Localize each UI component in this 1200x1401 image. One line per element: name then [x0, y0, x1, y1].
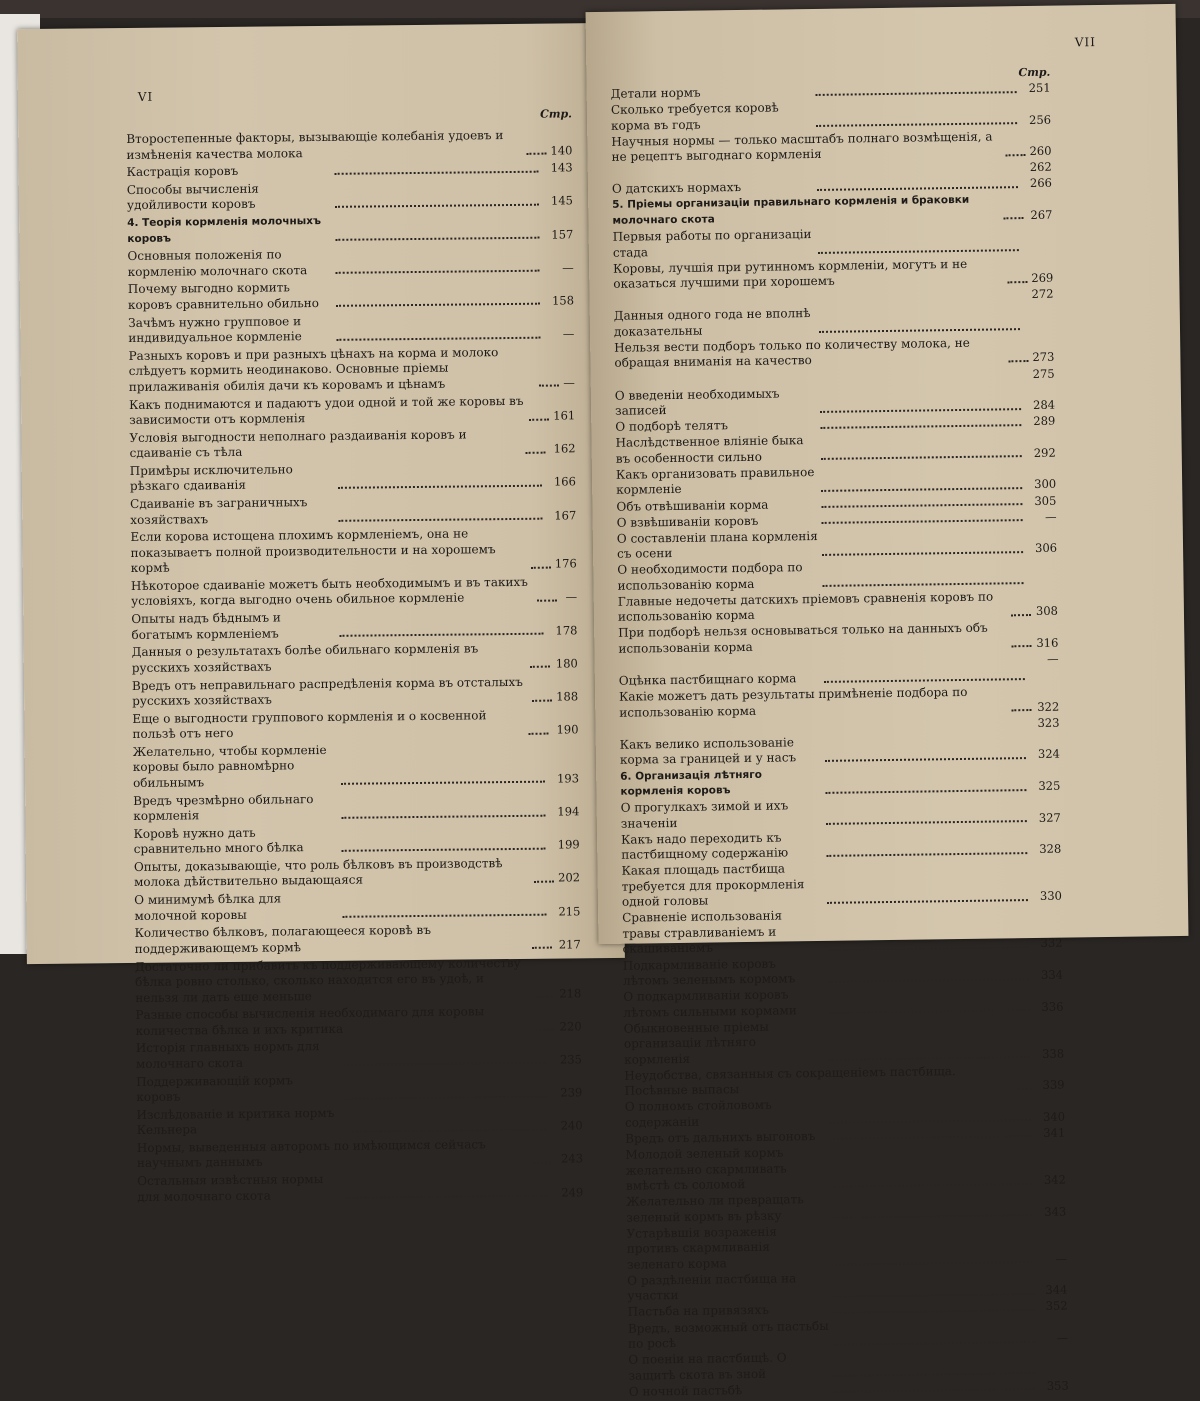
toc-entry — [132, 674, 578, 710]
toc-entry — [131, 574, 577, 610]
toc-entry-title: Способы вычисленія удойливости коровъ — [127, 181, 331, 214]
toc-entry-title: О прогулкахъ зимой и ихъ значеніи — [621, 798, 822, 832]
dot-leader — [821, 455, 1022, 460]
dot-leader — [530, 666, 550, 668]
dot-leader — [341, 814, 545, 818]
toc-entry-title: Какіе можетъ дать результаты примѣненіе подбора по использованію корма — [619, 685, 1008, 721]
toc-entry — [618, 620, 1058, 657]
toc-page-number: — — [1029, 652, 1059, 668]
toc-page-number: 157 — [543, 227, 573, 243]
dot-leader — [817, 172, 1018, 175]
dot-leader — [336, 270, 540, 274]
dot-leader — [539, 385, 559, 387]
dot-leader — [828, 978, 1029, 983]
toc-page-number: — — [1037, 1251, 1067, 1267]
toc-page-number: 325 — [1030, 779, 1060, 795]
dot-leader — [342, 914, 546, 918]
toc-entry-title: Достаточно ли прибавить къ поддерживающему количеству бѣлка ровно столько, сколько находится его въ удоѣ, и нельзя ли дать еще меньше — [135, 955, 532, 1006]
dot-leader — [833, 1341, 1034, 1346]
page-number: VII — [1075, 35, 1096, 49]
dot-leader — [537, 599, 557, 601]
dot-leader — [820, 424, 1021, 429]
dot-leader — [828, 946, 1029, 951]
toc-entry-title: Нельзя вести подборъ только по количеству молока, не обращая вниманія на качество — [614, 335, 1004, 371]
toc-page-number: 202 — [558, 871, 580, 887]
toc-entry-title: О необходимости подбора по использованію корма — [617, 560, 818, 594]
dot-leader — [1011, 709, 1031, 711]
toc-entry-title: Какъ велико использованіе корма за границей и у насъ — [620, 735, 821, 769]
toc-page-number: 336 — [1033, 999, 1063, 1015]
toc-entry — [135, 922, 581, 958]
dot-leader — [816, 91, 1017, 96]
dot-leader — [532, 699, 552, 701]
toc-entry-title: Какая площадь пастбища требуется для прокормленія одной головы — [621, 861, 823, 910]
toc-entry — [137, 1169, 583, 1205]
dot-leader — [345, 1195, 549, 1199]
section-heading: 4. Теорія кормленія молочныхъ коровъ — [127, 214, 331, 247]
toc-entry-title: Вредъ отъ неправильнаго распредѣленія корма въ отсталыхъ русскихъ хозяйствахъ — [132, 674, 528, 709]
page-column-heading: Стр. — [1018, 66, 1050, 79]
toc-entry-title: Объ отвѣшиваніи корма — [616, 496, 817, 514]
toc-entry-title: Условія выгодности неполнаго раздаиванія коровъ и сдаиваніе съ тѣла — [129, 427, 521, 462]
toc-entry-title: Какъ организовать правильное кормленіе — [616, 465, 817, 499]
toc-page-number: — — [544, 260, 574, 276]
toc-entry — [137, 1136, 583, 1172]
toc-entry-title: Второстепенные факторы, вызывающіе колебанія удоевъ и измѣненія качества молока — [126, 128, 522, 163]
dot-leader — [831, 1214, 1032, 1219]
toc-entry-title: О введеніи необходимыхъ записей — [615, 386, 816, 420]
toc-entry — [132, 641, 578, 677]
dot-leader — [535, 996, 555, 998]
toc-page-number: 166 — [546, 475, 576, 491]
toc-entry-title: О подборѣ телятъ — [615, 417, 816, 435]
toc-page-number: 352 — [1038, 1299, 1068, 1315]
toc-page-number: 284 — [1025, 398, 1055, 414]
dot-leader — [526, 153, 546, 155]
toc-entry-title: Коровы, лучшія при рутинномъ кормленіи, могутъ и не оказаться лучшими при хорошемъ — [613, 256, 1003, 292]
toc-entry-title: Вредъ, возможный отъ пастьбы по росѣ — [628, 1318, 829, 1352]
dot-leader — [1011, 614, 1031, 616]
toc-entry-title: Пастьба на привязяхъ — [628, 1302, 829, 1320]
toc-page-number: 158 — [544, 293, 574, 309]
toc-page-number: 161 — [553, 408, 575, 424]
toc-page-number: 342 — [1036, 1173, 1066, 1189]
toc-page-number: 332 — [1032, 936, 1062, 952]
toc-page-number: 145 — [543, 194, 573, 210]
toc-entry-title: Наслѣдственное вліяніе быка въ особенности сильно — [615, 433, 816, 467]
toc-entry — [622, 905, 1063, 958]
toc-entry-title: Сравненіе использованія травы стравливаніемъ и скашиваніемъ — [622, 908, 824, 957]
toc-page-number: 190 — [553, 723, 579, 739]
dot-leader — [338, 518, 542, 522]
toc-entry-title: Молодой зеленый кормъ желательно скармливать вмѣстѣ съ соломой — [625, 1145, 827, 1194]
dot-leader — [534, 881, 554, 883]
toc-page-number: 316 — [1035, 636, 1058, 652]
toc-entry — [136, 1103, 582, 1139]
toc-page-number: 353 — [1039, 1378, 1069, 1394]
toc-entry — [619, 684, 1059, 721]
toc-page-number: 194 — [549, 804, 579, 820]
dot-leader — [832, 1261, 1033, 1266]
dot-leader — [822, 519, 1023, 524]
dot-leader — [335, 170, 539, 174]
dot-leader — [338, 485, 542, 489]
dot-leader — [824, 678, 1025, 683]
dot-leader — [834, 1388, 1035, 1393]
toc-page-number: 343 — [1036, 1204, 1066, 1220]
toc-entry-title: Основныя положенія по кормленію молочнаго скота — [127, 247, 331, 280]
toc-page-number: 305 — [1026, 493, 1056, 509]
dot-leader — [335, 237, 539, 241]
toc-page-number: 218 — [559, 986, 581, 1002]
toc-page-number: 262 — [1022, 160, 1052, 176]
toc-entry — [135, 1003, 581, 1039]
toc-entry-title: Сколько требуется коровѣ корма въ годъ — [611, 100, 812, 134]
dot-leader — [336, 303, 540, 307]
toc-page-number: 267 — [1027, 208, 1052, 224]
toc-entry-title: Сдаиваніе въ заграничныхъ хозяйствахъ — [130, 495, 334, 528]
table-of-contents-left — [126, 127, 583, 1207]
toc-entry — [130, 459, 576, 495]
dot-leader — [825, 789, 1026, 794]
dot-leader — [824, 664, 1025, 667]
toc-page-number: 273 — [1032, 350, 1054, 366]
dot-leader — [817, 186, 1018, 191]
toc-entry-title: Научныя нормы — только масштабъ полнаго возмѣщенія, а не рецептъ выгоднаго кормленія — [611, 129, 1001, 165]
toc-entry-title: Изслѣдованіе и критика нормъ Кельнера — [136, 1106, 340, 1139]
dot-leader — [826, 820, 1027, 825]
toc-page-number: 167 — [546, 508, 576, 524]
toc-page-number: 249 — [553, 1185, 583, 1201]
toc-page-number: — — [1027, 509, 1057, 525]
dot-leader — [821, 487, 1022, 492]
toc-entry-title: Устарѣвшія возраженія противъ скармливанія зеленаго корма — [626, 1224, 828, 1273]
toc-entry-title: Главные недочеты датскихъ пріемовъ сравненія коровъ по использованію корма — [618, 589, 1008, 625]
toc-page-number: 341 — [1035, 1126, 1065, 1142]
toc-page-number: 340 — [1035, 1109, 1065, 1125]
toc-entry — [128, 344, 574, 395]
toc-entry-title: Детали нормъ — [611, 84, 812, 102]
toc-entry-title: Кастрація коровъ — [127, 163, 331, 181]
toc-page-number: 220 — [560, 1019, 582, 1035]
dot-leader — [829, 1009, 1030, 1014]
dot-leader — [341, 781, 545, 785]
toc-page-number: 180 — [554, 656, 578, 672]
toc-entry-title: Оцѣнка пастбищнаго корма — [619, 671, 820, 689]
dot-leader — [344, 1062, 548, 1066]
toc-page-number: 188 — [556, 689, 578, 705]
toc-entry — [129, 426, 575, 462]
toc-page-number: — — [561, 590, 578, 606]
toc-page-number: 339 — [1039, 1078, 1065, 1094]
toc-entry — [134, 855, 580, 891]
toc-entry — [136, 1037, 582, 1073]
dot-leader — [821, 503, 1022, 508]
toc-entry-title: Почему выгодно кормить коровъ сравнительно обильно — [128, 280, 332, 313]
toc-entry — [625, 1142, 1066, 1195]
toc-entry — [621, 858, 1062, 911]
dot-leader — [823, 582, 1024, 587]
dot-leader — [830, 1119, 1031, 1124]
toc-entry — [133, 789, 579, 825]
dot-leader — [529, 418, 549, 420]
toc-page-number: 256 — [1021, 112, 1051, 128]
toc-entry-title: Зачѣмъ нужно групповое и индивидуальное кормленіе — [128, 313, 332, 346]
dot-leader — [825, 757, 1026, 762]
toc-page-number: 322 — [1035, 699, 1059, 715]
toc-entry — [135, 955, 581, 1006]
dot-leader — [526, 451, 546, 453]
toc-entry-title: Данныя одного года не вполнѣ доказательны — [614, 306, 815, 340]
toc-page-number: 260 — [1029, 144, 1051, 160]
toc-page-number: 251 — [1021, 81, 1051, 97]
dot-leader — [820, 408, 1021, 413]
toc-page-number: 143 — [543, 161, 573, 177]
toc-entry — [128, 278, 574, 314]
toc-entry — [133, 822, 579, 858]
toc-page-number: 327 — [1031, 810, 1061, 826]
dot-leader — [1007, 281, 1027, 283]
dot-leader — [344, 1095, 548, 1099]
left-book-page — [17, 23, 625, 964]
toc-page-number: 324 — [1030, 747, 1060, 763]
toc-entry-title: О подкармливаніи коровъ лѣтомъ сильными кормами — [623, 987, 824, 1021]
toc-page-number: 330 — [1032, 889, 1062, 905]
dot-leader — [830, 1136, 1031, 1141]
toc-entry — [126, 127, 572, 163]
dot-leader — [335, 204, 539, 208]
toc-entry-title: Вредъ чрезмѣрно обильнаго кормленія — [133, 791, 337, 824]
toc-entry — [129, 393, 575, 429]
toc-entry-title: Желательно ли превращать зеленый кормъ въ рѣзку — [626, 1192, 827, 1226]
dot-leader — [336, 336, 540, 340]
dot-leader — [816, 122, 1017, 127]
toc-entry-title: О датскихъ нормахъ — [612, 179, 813, 197]
toc-entry-title: Коровѣ нужно дать сравнительно много бѣлка — [133, 825, 337, 858]
toc-entry-title: Подкармливаніе коровъ лѣтомъ зеленымъ кормомъ — [623, 955, 824, 989]
dot-leader — [822, 551, 1023, 556]
toc-entry — [127, 161, 573, 181]
toc-page-number: 193 — [549, 771, 579, 787]
toc-entry — [613, 255, 1053, 292]
toc-entry-title: Желательно, чтобы кормленіе коровы было равномѣрно обильнымъ — [133, 743, 337, 792]
dot-leader — [819, 299, 1020, 302]
toc-page-number: 323 — [1029, 715, 1059, 731]
dot-leader — [339, 633, 543, 637]
toc-page-number: 300 — [1026, 477, 1056, 493]
toc-page-number: 199 — [550, 838, 580, 854]
toc-entry — [611, 128, 1051, 165]
toc-page-number: 338 — [1034, 1046, 1064, 1062]
toc-entry-title: Разныхъ коровъ и при разныхъ цѣнахъ на корма и молоко слѣдуетъ кормить неодинаково. Основные пріемы прилаживанія обилія дачи къ коровамъ и цѣнамъ — [128, 345, 534, 396]
toc-entry-title: Какъ надо переходить къ пастбищному содержанію — [621, 830, 822, 864]
dot-leader — [531, 566, 551, 568]
toc-entry-title: Исторія главныхъ нормъ для молочнаго скота — [136, 1039, 340, 1072]
toc-entry-title: Вредъ отъ дальнихъ выгоновъ — [625, 1129, 826, 1147]
page-number: VI — [138, 90, 154, 104]
toc-entry — [128, 311, 574, 347]
toc-entry-title: Разные способы вычисленія необходимаго для коровы количества бѣлка и ихъ критика — [135, 1004, 531, 1039]
table-of-contents-right — [611, 81, 1069, 1401]
toc-page-number: 239 — [552, 1085, 582, 1101]
toc-entry-title: О ночной пастьбѣ — [629, 1382, 830, 1400]
toc-entry-title: Опыты, доказывающіе, что роль бѣлковъ въ производствѣ молока дѣйствительно выдающаяся — [134, 856, 530, 891]
toc-entry-title: Нормы, выведенныя авторомъ по имѣющимся сейчасъ научнымъ даннымъ — [137, 1137, 531, 1172]
toc-page-number: 292 — [1026, 445, 1056, 461]
dot-leader — [531, 947, 551, 949]
dot-leader — [834, 1372, 1035, 1377]
toc-entry — [614, 335, 1054, 372]
toc-page-number: 217 — [555, 937, 580, 953]
section-heading: 6. Организація лѣтняго кормленія коровъ — [620, 766, 821, 800]
toc-entry-title: Опыты надъ бѣднымъ и богатымъ кормленіемъ — [131, 610, 335, 643]
dot-leader — [529, 732, 549, 734]
toc-page-number: 176 — [555, 557, 577, 573]
toc-page-number: 344 — [1037, 1283, 1067, 1299]
toc-entry-title: Примѣры исключительно рѣзкаго сдаиванія — [130, 462, 334, 495]
toc-page-number: 328 — [1031, 842, 1061, 858]
dot-leader — [1011, 645, 1031, 647]
toc-entry-title: Количество бѣлковъ, полагающееся коровѣ въ поддерживающемъ кормѣ — [135, 922, 528, 957]
toc-entry-title: Данныя о результатахъ болѣе обильнаго кормленія въ русскихъ хозяйствахъ — [132, 641, 526, 676]
toc-entry-title: Поддерживающій кормъ коровъ — [136, 1072, 340, 1105]
toc-entry-title: О взвѣшиваніи коровъ — [617, 513, 818, 531]
dot-leader — [1015, 1088, 1035, 1090]
toc-entry-title: О полномъ стойловомъ содержаніи — [625, 1097, 826, 1131]
toc-entry — [127, 211, 573, 247]
toc-page-number: 289 — [1025, 414, 1055, 430]
section-heading: 5. Пріемы организаціи правильнаго кормленія и браковки молочнаго скота — [612, 193, 999, 229]
toc-page-number: 275 — [1025, 366, 1055, 382]
toc-page-number: 272 — [1023, 287, 1053, 303]
dot-leader — [833, 1309, 1034, 1314]
toc-entry — [624, 1062, 1064, 1099]
toc-entry — [131, 607, 577, 643]
toc-page-number: 240 — [553, 1119, 583, 1135]
dot-leader — [820, 378, 1021, 381]
dot-leader — [818, 249, 1019, 254]
dot-leader — [831, 1183, 1032, 1188]
toc-page-number: 215 — [550, 904, 580, 920]
toc-entry — [134, 888, 580, 924]
toc-page-number: 266 — [1022, 176, 1052, 192]
toc-entry-title: О составленіи плана кормленія съ осени — [617, 529, 818, 563]
dot-leader — [534, 1162, 554, 1164]
toc-entry-title: О минимумѣ бѣлка для молочной коровы — [134, 891, 338, 924]
dot-leader — [1008, 360, 1028, 362]
toc-page-number: 306 — [1027, 541, 1057, 557]
toc-page-number: 162 — [550, 442, 576, 458]
toc-entry — [127, 178, 573, 214]
toc-entry-title: Какъ поднимаются и падаютъ удои одной и той же коровы въ зависимости отъ кормленія — [129, 393, 525, 428]
toc-page-number: 235 — [552, 1052, 582, 1068]
toc-entry — [132, 707, 578, 743]
toc-entry — [130, 526, 576, 577]
toc-page-number: 269 — [1031, 271, 1053, 287]
toc-entry-title: При подборѣ нельзя основываться только на данныхъ объ использованіи корма — [618, 621, 1007, 657]
dot-leader — [829, 1056, 1030, 1061]
dot-leader — [819, 328, 1020, 333]
toc-page-number: — — [563, 375, 575, 391]
dot-leader — [827, 899, 1028, 904]
dot-leader — [1003, 218, 1023, 220]
toc-page-number: 140 — [550, 143, 572, 159]
dot-leader — [832, 1293, 1033, 1298]
page-column-heading: Стр. — [540, 107, 572, 120]
toc-entry — [624, 1015, 1065, 1068]
toc-entry — [130, 492, 576, 528]
toc-entry-title: О поеніи на пастбищѣ. О защитѣ скота въ зной — [628, 1350, 829, 1384]
toc-entry — [127, 245, 573, 281]
dot-leader — [536, 1029, 556, 1031]
dot-leader — [345, 1128, 549, 1132]
toc-page-number: — — [1038, 1331, 1068, 1347]
toc-entry — [626, 1220, 1067, 1273]
toc-entry-title: О раздѣленіи пастбища на участки — [627, 1271, 828, 1305]
toc-page-number: 178 — [547, 623, 577, 639]
toc-entry-title: Первыя работы по организаціи стада — [613, 227, 814, 261]
toc-page-number: — — [544, 326, 574, 342]
toc-entry — [136, 1070, 582, 1106]
dot-leader — [825, 727, 1026, 730]
toc-entry — [133, 740, 579, 791]
toc-entry — [612, 192, 1052, 229]
toc-page-number: 243 — [558, 1152, 583, 1168]
toc-entry-title: Обыкновенные пріемы организаціи лѣтняго кормленія — [624, 1019, 826, 1068]
toc-page-number: 308 — [1035, 604, 1058, 620]
toc-page-number: 334 — [1033, 968, 1063, 984]
dot-leader — [826, 852, 1027, 857]
toc-entry-title: Неудобства, связанныя съ сокращеніемъ пастбища. Посѣвные выпасы — [624, 1063, 1011, 1099]
right-book-page — [586, 4, 1189, 944]
toc-entry-title: Остальныя извѣстныя нормы для молочнаго скота — [137, 1172, 341, 1205]
toc-entry-title: Если корова истощена плохимъ кормленіемъ, она не показываетъ полной производительности и на хорошемъ кормѣ — [130, 526, 527, 577]
dot-leader — [1006, 154, 1026, 156]
toc-entry-title: Еще о выгодности группового кормленія и о косвенной пользѣ отъ него — [132, 708, 525, 743]
toc-entry-title: Нѣкоторое сдаиваніе можетъ быть необходимымъ и въ такихъ условіяхъ, когда выгодно очень обильное кормленіе — [131, 575, 533, 610]
dot-leader — [342, 847, 546, 851]
